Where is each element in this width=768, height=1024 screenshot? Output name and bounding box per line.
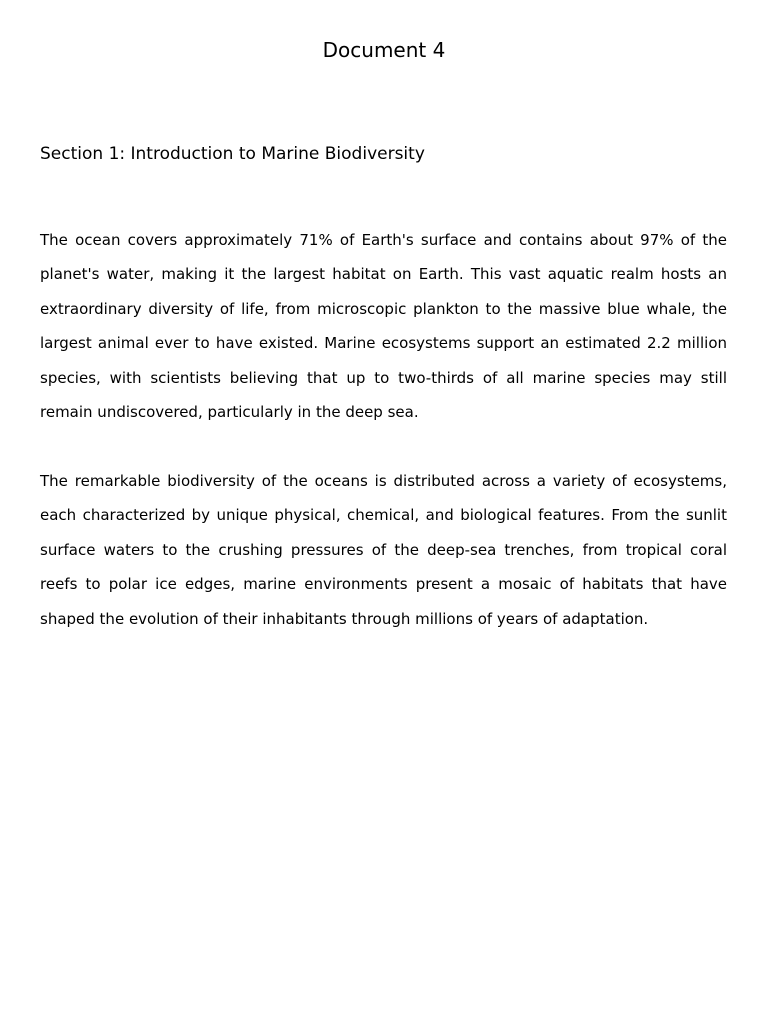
body-paragraph-1: The ocean covers approximately 71% of Earth's surface and contains about 97% of the planet's water, making it the largest habitat on Earth. This vast aquatic realm hosts an extraordinary diversity of life, from microscopic plankton to the massive blue whale, the largest animal ever to have existed. Marine ecosystems support an estimated 2.2 million species, with scientists believing that up to two-thirds of all marine species may still remain undiscovered, particularly in the deep sea. xyxy=(40,231,727,422)
section-heading: Section 1: Introduction to Marine Biodiversity xyxy=(40,144,425,164)
document-title: Document 4 xyxy=(322,38,446,62)
body-paragraph-2: The remarkable biodiversity of the oceans is distributed across a variety of ecosystems, each characterized by unique physical, chemical, and biological features. From the sunlit surface waters to the crushing pressures of the deep-sea trenches, from tropical coral reefs to polar ice edges, marine environments present a mosaic of habitats that have shaped the evolution of their inhabitants through millions of years of adaptation. xyxy=(40,472,727,628)
